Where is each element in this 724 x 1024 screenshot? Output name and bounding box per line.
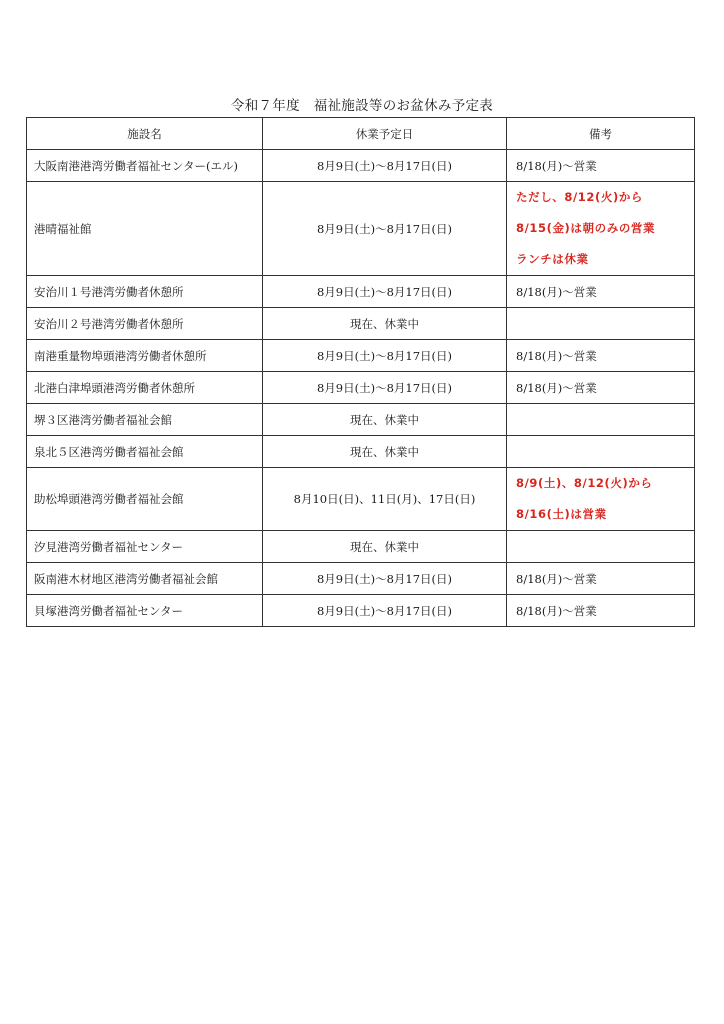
remark-cell: 8/18(月)～営業: [507, 340, 695, 372]
facility-cell: 港晴福祉館: [27, 182, 263, 276]
facility-cell: 阪南港木材地区港湾労働者福祉会館: [27, 563, 263, 595]
table-row: [27, 595, 695, 627]
remark-line: 8/16(土)は営業: [516, 507, 607, 521]
table-row: [27, 531, 695, 563]
table-row: [27, 404, 695, 436]
facility-cell: 安治川１号港湾労働者休憩所: [27, 276, 263, 308]
remark-cell: 8/18(月)～営業: [507, 563, 695, 595]
table-row: [27, 276, 695, 308]
closure-cell: 現在、休業中: [263, 308, 507, 340]
closure-cell: 現在、休業中: [263, 436, 507, 468]
remark-cell: 8/18(月)～営業: [507, 372, 695, 404]
closure-cell: 現在、休業中: [263, 531, 507, 563]
remark-cell: 8/18(月)～営業: [507, 595, 695, 627]
facility-cell: 大阪南港港湾労働者福祉センター(エル): [27, 150, 263, 182]
table-row: [27, 372, 695, 404]
remark-cell: [507, 468, 695, 531]
closure-cell: 8月9日(土)～8月17日(日): [263, 340, 507, 372]
remark-cell: [507, 436, 695, 468]
table-row: [27, 340, 695, 372]
table-row: [27, 563, 695, 595]
closure-cell: 現在、休業中: [263, 404, 507, 436]
closure-cell: 8月10日(日)、11日(月)、17日(日): [263, 468, 507, 531]
remark-line: 8/15(金)は朝のみの営業: [516, 221, 656, 235]
remark-cell: [507, 308, 695, 340]
table-row: [27, 150, 695, 182]
holiday-schedule-table: [26, 117, 695, 627]
remark-cell: [507, 404, 695, 436]
remark-line: 8/9(土)、8/12(火)から: [516, 476, 653, 490]
closure-cell: 8月9日(土)～8月17日(日): [263, 150, 507, 182]
table-row: [27, 308, 695, 340]
facility-cell: 汐見港湾労働者福祉センター: [27, 531, 263, 563]
facility-cell: 北港白津埠頭港湾労働者休憩所: [27, 372, 263, 404]
facility-cell: 南港重量物埠頭港湾労働者休憩所: [27, 340, 263, 372]
remark-cell: [507, 182, 695, 276]
facility-cell: 助松埠頭港湾労働者福祉会館: [27, 468, 263, 531]
facility-cell: 堺３区港湾労働者福祉会館: [27, 404, 263, 436]
facility-cell: 泉北５区港湾労働者福祉会館: [27, 436, 263, 468]
table-row: [27, 436, 695, 468]
closure-cell: 8月9日(土)～8月17日(日): [263, 182, 507, 276]
closure-cell: 8月9日(土)～8月17日(日): [263, 276, 507, 308]
closure-cell: 8月9日(土)～8月17日(日): [263, 595, 507, 627]
header-remarks: 備考: [507, 118, 695, 150]
table-row: [27, 182, 695, 276]
closure-cell: 8月9日(土)～8月17日(日): [263, 563, 507, 595]
header-closure: 休業予定日: [263, 118, 507, 150]
remark-line: ランチは休業: [516, 252, 589, 266]
table-row: [27, 468, 695, 531]
header-row: [27, 118, 695, 150]
page-title: 令和７年度 福祉施設等のお盆休み予定表: [230, 98, 494, 114]
facility-cell: 貝塚港湾労働者福祉センター: [27, 595, 263, 627]
remark-line: ただし、8/12(火)から: [516, 190, 644, 204]
header-facility: 施設名: [27, 118, 263, 150]
facility-cell: 安治川２号港湾労働者休憩所: [27, 308, 263, 340]
remark-cell: 8/18(月)～営業: [507, 276, 695, 308]
closure-cell: 8月9日(土)～8月17日(日): [263, 372, 507, 404]
remark-cell: [507, 531, 695, 563]
remark-cell: 8/18(月)～営業: [507, 150, 695, 182]
